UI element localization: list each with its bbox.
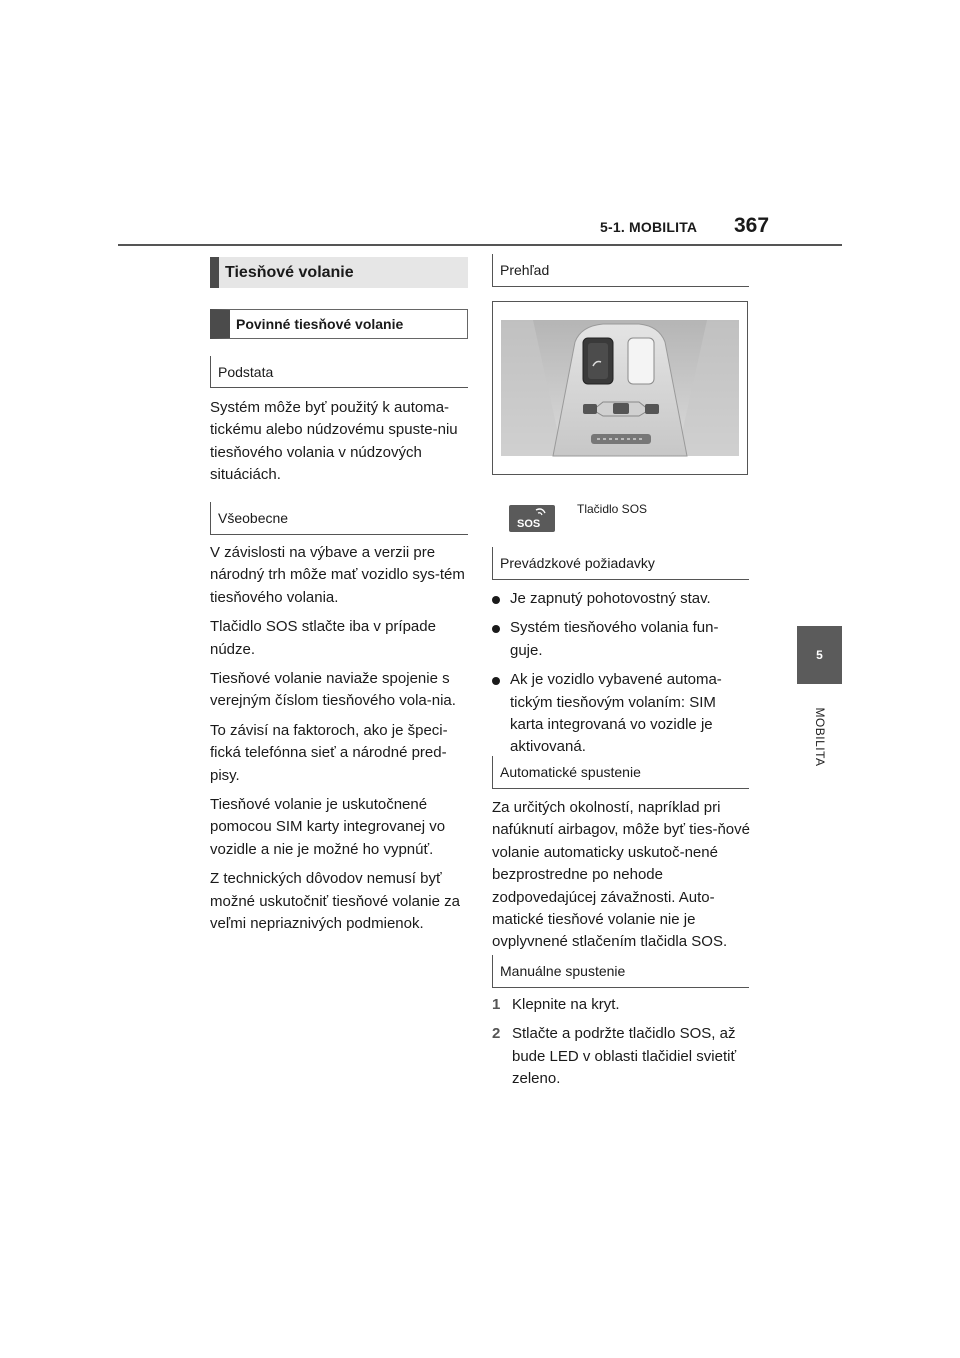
section-heading-prehlad: Prehľad — [492, 254, 749, 287]
general-paragraphs — [210, 542, 472, 943]
step-item — [492, 994, 744, 1016]
paragraph: To závisí na faktoroch, ako je špeci-fická telefónna sieť a národné pred-pisy. — [210, 721, 448, 784]
paragraph: Tiesňové volanie naviaže spojenie s verejným číslom tiesňového vola-nia. — [210, 670, 456, 710]
sos-button-icon — [509, 505, 555, 532]
step-item — [492, 1023, 744, 1090]
list-item-text: Je zapnutý pohotovostný stav. — [510, 590, 711, 607]
list-item — [492, 588, 744, 610]
list-item-text: Systém tiesňového volania fun-guje. — [510, 619, 719, 659]
step-text: Klepnite na kryt. — [512, 996, 620, 1013]
sos-icon-text: SOS — [517, 518, 541, 530]
step-text: Stlačte a podržte tlačidlo SOS, až bude LED v oblasti tlačidiel svietiť zeleno. — [512, 1025, 737, 1088]
step-number: 2 — [492, 1025, 501, 1043]
paragraph-podstata: Systém môže byť použitý k automa-tickému alebo núdzovému spuste-niu tiesňového volania v núdzových situáciách. — [210, 399, 458, 484]
requirements-list — [492, 588, 744, 766]
paragraph: Tlačidlo SOS stlačte iba v prípade núdze. — [210, 618, 436, 658]
bullet-icon — [492, 596, 500, 604]
section-heading-vseobecne: Všeobecne — [210, 502, 468, 535]
header-rule — [118, 244, 842, 246]
list-item — [492, 617, 744, 662]
paragraph: Tiesňové volanie je uskutočnené pomocou SIM karty integrovanej vo vozidle a nie je možné ho vypnúť. — [210, 796, 446, 858]
paragraph: Z technických dôvodov nemusí byť možné uskutočniť tiesňové volanie za veľmi nepriaznivých podmienok. — [210, 870, 460, 933]
sub-heading: Povinné tiesňové volanie — [210, 309, 468, 339]
chapter-tab-label: MOBILITA — [813, 707, 827, 767]
manual-steps — [492, 994, 744, 1098]
paragraph: V závislosti na výbave a verzii pre národný trh môže mať vozidlo sys-tém tiesňového volania. — [210, 544, 465, 606]
sos-caption: Tlačidlo SOS — [577, 502, 648, 516]
main-heading: Tiesňové volanie — [210, 257, 468, 288]
section-heading-requirements: Prevádzkové požiadavky — [492, 547, 749, 580]
step-number: 1 — [492, 996, 501, 1013]
section-heading-podstata: Podstata — [210, 356, 468, 388]
paragraph-auto: Za určitých okolností, napríklad pri nafúknutí airbagov, môže byť ties-ňové volanie automaticky uskutoč-nené bezprostredne po nehode zodpovedajúcej závažnosti. Auto-matické tiesňové volanie nie je ovplyvnené stlačením tlačidla SOS. — [492, 799, 750, 951]
section-title: 5-1. MOBILITA — [600, 219, 698, 235]
section-heading-manual: Manuálne spustenie — [492, 955, 749, 988]
list-item — [492, 669, 744, 759]
bullet-icon — [492, 625, 500, 633]
page-number: 367 — [734, 214, 770, 237]
chapter-tab: 5 — [797, 626, 842, 684]
overhead-console-illustration — [493, 302, 747, 474]
overhead-console-figure — [492, 301, 748, 475]
list-item-text: Ak je vozidlo vybavené automa-tickým tiesňovým volaním: SIM karta integrovaná vo vozidle je aktivovaná. — [510, 671, 722, 756]
bullet-icon — [492, 677, 500, 685]
section-heading-auto: Automatické spustenie — [492, 756, 749, 789]
